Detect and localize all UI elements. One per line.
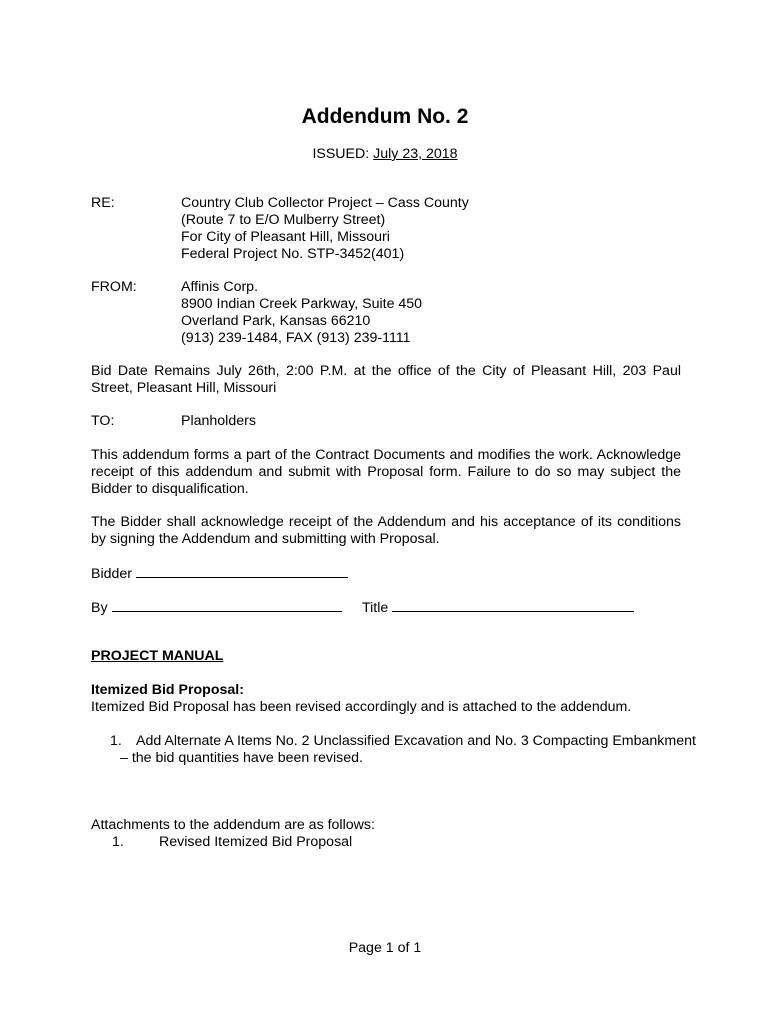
attachments-intro: Attachments to the addendum are as follows:: [91, 817, 375, 833]
bidder-signature-line[interactable]: [136, 564, 348, 578]
document-title: Addendum No. 2: [301, 105, 469, 128]
by-signature-line[interactable]: [112, 598, 342, 612]
page-number: Page 1 of 1: [348, 940, 422, 956]
to-label: TO:: [91, 413, 115, 429]
from-line-2: 8900 Indian Creek Parkway, Suite 450: [181, 296, 423, 312]
itemized-bid-proposal-description: Itemized Bid Proposal has been revised accordingly and is attached to the addendum.: [91, 699, 632, 715]
by-signature-row: [91, 598, 342, 617]
addendum-note-paragraph: This addendum forms a part of the Contract Documents and modifies the work. Acknowledge receipt of this addendum and submit with Proposal form. Failure to do so may subject the Bidder to disqualification.: [91, 447, 681, 497]
title-signature-line[interactable]: [392, 598, 634, 612]
to-value: Planholders: [181, 413, 256, 429]
from-label: FROM:: [91, 279, 137, 295]
title-signature-row: [362, 598, 634, 617]
bid-date-paragraph: Bid Date Remains July 26th, 2:00 P.M. at the office of the City of Pleasant Hill, 203 Paul Street, Pleasant Hill, Missouri: [91, 363, 681, 396]
re-label: RE:: [91, 195, 115, 211]
attachment-item-text: Revised Itemized Bid Proposal: [159, 834, 353, 850]
from-line-4: (913) 239-1484, FAX (913) 239-1111: [181, 330, 411, 346]
bidder-signature-row: [91, 564, 348, 583]
issued-label: ISSUED:: [312, 146, 370, 162]
issued-line: [0, 146, 770, 163]
by-label: By: [91, 600, 108, 616]
re-line-1: Country Club Collector Project – Cass County: [181, 195, 469, 211]
re-line-4: Federal Project No. STP-3452(401): [181, 246, 405, 262]
list-item-number: 1.: [110, 733, 122, 749]
acknowledge-paragraph: The Bidder shall acknowledge receipt of the Addendum and his acceptance of its conditions by signing the Addendum and submitting with Proposal.: [91, 514, 681, 547]
list-item-text-line-1: Add Alternate A Items No. 2 Unclassified Excavation and No. 3 Compacting Embankment: [136, 733, 696, 749]
bidder-label: Bidder: [91, 566, 133, 582]
from-line-3: Overland Park, Kansas 66210: [181, 313, 371, 329]
re-line-2: (Route 7 to E/O Mulberry Street): [181, 212, 386, 228]
attachment-item-number: 1.: [112, 834, 124, 850]
itemized-bid-proposal-heading: Itemized Bid Proposal:: [91, 682, 244, 698]
title-label: Title: [362, 600, 389, 616]
re-line-3: For City of Pleasant Hill, Missouri: [181, 229, 390, 245]
issued-date: July 23, 2018: [373, 146, 458, 162]
list-item-text-line-2: – the bid quantities have been revised.: [120, 750, 363, 766]
project-manual-heading: PROJECT MANUAL: [91, 648, 224, 664]
from-line-1: Affinis Corp.: [181, 279, 259, 295]
